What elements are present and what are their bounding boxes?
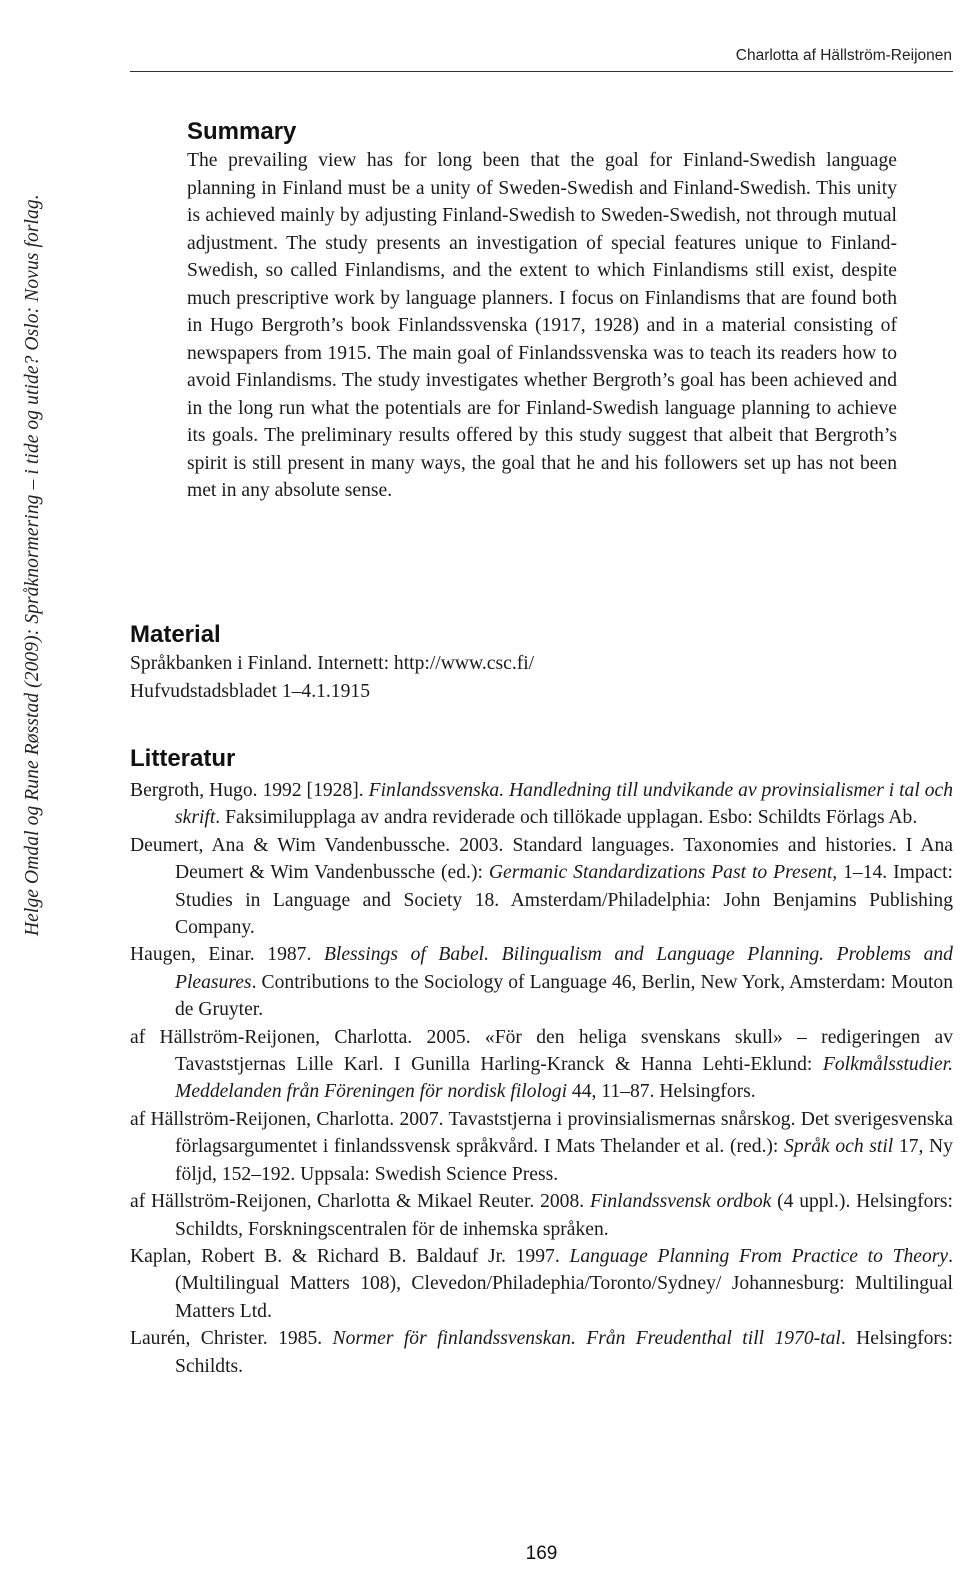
side-citation-text: Helge Omdal og Rune Røsstad (2009): Språknormering – i tide og utide? Oslo: Novus forlag. <box>22 194 43 936</box>
reference-text: . (Multilingual Matters 108), Clevedon/Philadephia/Toronto/Sydney/ Johannesburg: Multilingual Matters Ltd. <box>175 1245 954 1322</box>
reference-entry <box>130 777 953 832</box>
material-heading: Material <box>130 621 221 648</box>
reference-text: Bergroth, Hugo. 1992 [1928]. <box>130 780 369 801</box>
reference-text: Kaplan, Robert B. & Richard B. Baldauf Jr. 1997. <box>130 1245 570 1267</box>
reference-title: Language Planning From Practice to Theory <box>569 1245 949 1267</box>
reference-text: 17, Ny följd, 152–192. Uppsala: Swedish Science Press. <box>175 1136 953 1185</box>
reference-entry <box>130 1243 953 1325</box>
reference-text: af Hällström-Reijonen, Charlotta. 2005. «För den heliga svenskans skull» – redigeringen av Tavaststjernas Lille Karl. I Gunilla Harling-Kranck & Hanna Lehti-Eklund: <box>130 1026 953 1076</box>
reference-title: Folkmålsstudier. Meddelanden från Föreningen för nordisk filologi <box>175 1054 953 1103</box>
reference-text: Deumert, Ana & Wim Vandenbussche. 2003. Standard languages. Taxonomies and histories. I Ana Deumert & Wim Vandenbussche (ed.): <box>130 834 953 884</box>
reference-list <box>130 777 953 1380</box>
side-citation-note <box>0 0 43 960</box>
running-head-author: Charlotta af Hällström-Reijonen <box>735 47 952 64</box>
reference-text: . Contributions to the Sociology of Language 46, Berlin, New York, Amsterdam: Mouton de Gruyter. <box>175 971 953 1021</box>
material-section <box>130 620 953 706</box>
summary-paragraph: The prevailing view has for long been that the goal for Finland-Swedish language planning in Finland must be a unity of Sweden-Swedish and Finland-Swedish. This unity is achieved mainly by adjusting Finland-Swedish to Sweden-Swedish, not through mutual adjustment. The study presents an investigation of special features unique to Finland-Swedish, so called Finlandisms, and the extent to which Finlandisms still exist, despite much prescriptive work by language planners. I focus on Finlandisms that are found both in Hugo Bergroth’s book Finlandssvenska (1917, 1928) and in a material consisting of newspapers from 1915. The main goal of Finlandssvenska was to teach its readers how to avoid Finlandisms. The study investigates whether Bergroth’s goal has been achieved and in the long run what the potentials are for Finland-Swedish language planning to achieve its goals. The preliminary results offered by this study suggest that albeit that Bergroth’s spirit is still present in many ways, the goal that he and his followers set up has not been met in any absolute sense. <box>187 150 897 501</box>
reference-entry <box>130 1188 953 1243</box>
reference-entry <box>130 1325 953 1380</box>
material-item: Språkbanken i Finland. Internett: http://www.csc.fi/ <box>130 653 535 674</box>
summary-heading: Summary <box>187 118 297 145</box>
reference-title: Språk och stil <box>784 1136 894 1158</box>
reference-text: Laurén, Christer. 1985. <box>130 1328 333 1350</box>
page-number: 169 <box>525 1543 558 1564</box>
reference-title: Finlandssvensk ordbok <box>589 1191 772 1213</box>
literature-heading: Litteratur <box>130 745 236 772</box>
literature-section <box>130 744 953 1380</box>
reference-entry <box>130 832 953 942</box>
material-item: Hufvudstadsbladet 1–4.1.1915 <box>130 681 370 702</box>
summary-section <box>187 117 897 505</box>
reference-text: Haugen, Einar. 1987. <box>130 944 324 966</box>
reference-entry <box>130 1024 953 1106</box>
reference-title: Germanic Standardizations Past to Present, <box>488 862 838 884</box>
reference-entry <box>130 941 953 1023</box>
reference-title: Normer för finlandssvenskan. Från Freudenthal till 1970-tal <box>332 1328 841 1350</box>
reference-title: Finlandssvenska. Handledning till undvikande av provinsialismer i tal och skrift <box>175 780 953 829</box>
reference-title: Blessings of Babel. Bilingualism and Language Planning. Problems and Pleasures <box>175 944 953 993</box>
reference-text: 44, 11–87. Helsingfors. <box>567 1081 756 1103</box>
reference-text: (4 uppl.). Helsingfors: Schildts, Forskningscentralen för de inhemska språken. <box>175 1191 953 1240</box>
reference-text: 1–14. Impact: Studies in Language and Society 18. Amsterdam/Philadelphia: John Benjamins Publishing Company. <box>175 862 953 939</box>
reference-text: . Helsingfors: Schildts. <box>175 1328 953 1377</box>
reference-entry <box>130 1106 953 1188</box>
reference-text: af Hällström-Reijonen, Charlotta. 2007. Tavaststjerna i provinsialismernas snårskog. Det sverigesvenska förlagsargumentet i finlandssvensk språkvård. I Mats Thelander et al. (red.): <box>130 1108 953 1158</box>
reference-text: af Hällström-Reijonen, Charlotta & Mikael Reuter. 2008. <box>130 1191 590 1213</box>
reference-text: . Faksimilupplaga av andra reviderade och tillökade upplagan. Esbo: Schildts Förlags Ab. <box>215 807 918 829</box>
header-rule <box>130 71 953 72</box>
